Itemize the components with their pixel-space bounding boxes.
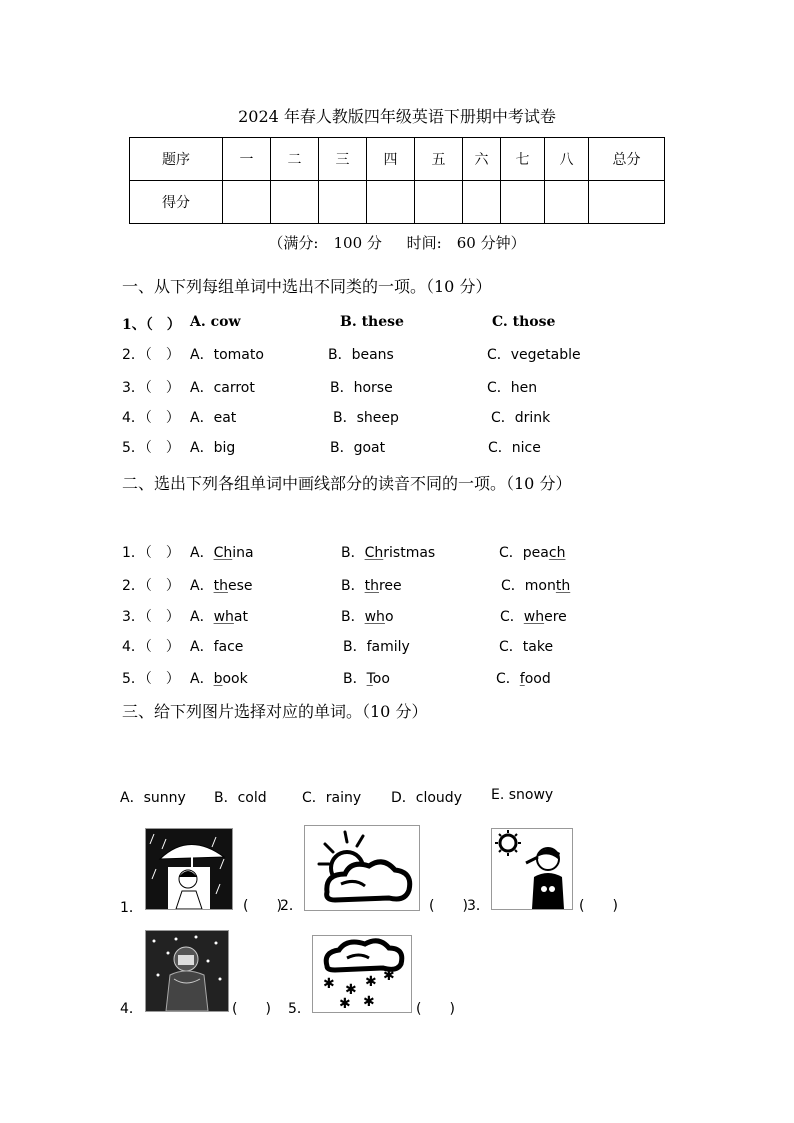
- s1-q2-option-b: B．beans: [328, 347, 394, 363]
- underlined-part: b: [213, 671, 223, 687]
- score-input-cell[interactable]: [545, 181, 589, 224]
- label: B．: [343, 639, 367, 655]
- svg-text:✱: ✱: [345, 982, 357, 998]
- label: C．: [499, 639, 523, 655]
- score-cell: 一: [223, 138, 271, 181]
- underlined-part: wh: [213, 609, 234, 625]
- underlined-part: th: [555, 578, 571, 594]
- s2-q4-option-b: [343, 636, 410, 656]
- score-cell: 六: [463, 138, 501, 181]
- label: A．: [190, 639, 214, 655]
- s2-q4-option-a: [190, 636, 243, 656]
- choice-cold: B．cold: [214, 790, 267, 806]
- underlined-part: Ch: [364, 545, 384, 561]
- score-input-cell[interactable]: [501, 181, 545, 224]
- word: family: [366, 639, 410, 655]
- s2-q3-option-a: [190, 606, 248, 626]
- score-cell: 三: [319, 138, 367, 181]
- label: A．: [190, 609, 214, 625]
- underlined-part: Ch: [213, 545, 233, 561]
- underlined-part: T: [366, 671, 373, 687]
- s1-q4-option-b: B．sheep: [333, 410, 399, 426]
- s1-q5-number: 5．（ ）: [122, 440, 180, 456]
- score-input-cell[interactable]: [463, 181, 501, 224]
- score-input-cell[interactable]: [589, 181, 665, 224]
- s1-q1-number: 1、（ ）: [122, 317, 181, 333]
- svg-text:✱: ✱: [363, 994, 375, 1010]
- s1-q5-option-c: C．nice: [488, 440, 541, 456]
- score-cell: 题序: [130, 138, 223, 181]
- s1-q3-option-a: A．carrot: [190, 380, 255, 396]
- score-input-cell[interactable]: [319, 181, 367, 224]
- svg-text:✱: ✱: [365, 974, 377, 990]
- word-rest: at: [233, 609, 248, 625]
- s1-q2-option-a: A．tomato: [190, 347, 264, 363]
- person-cold-snow-picture: [145, 930, 229, 1012]
- s2-q5-number: 5．（ ）: [122, 671, 180, 687]
- s3-q5-number: 5．: [288, 1001, 311, 1017]
- score-input-cell[interactable]: [271, 181, 319, 224]
- s1-q4-number: 4．（ ）: [122, 410, 180, 426]
- s1-q4-option-a: A．eat: [190, 410, 237, 426]
- snow-cloud-picture: [312, 935, 412, 1013]
- s2-q5-option-c: [496, 668, 551, 688]
- label: B．: [341, 545, 365, 561]
- s1-q2-number: 2．（ ）: [122, 347, 180, 363]
- full-score: （满分: 100 分: [268, 234, 382, 252]
- section3-heading: 三、给下列图片选择对应的单词。（10 分）: [122, 702, 428, 721]
- word-rest: oo: [372, 671, 390, 687]
- s3-q4-number: 4．: [120, 1001, 143, 1017]
- s2-q3-option-c: [500, 606, 567, 626]
- choice-sunny: A．sunny: [120, 790, 186, 806]
- label: C．: [501, 578, 525, 594]
- score-cell: 总分: [589, 138, 665, 181]
- svg-text:✱: ✱: [323, 976, 335, 992]
- s1-q1-option-c: C. those: [492, 314, 556, 330]
- word-rest: ristmas: [383, 545, 436, 561]
- choice-rainy: C．rainy: [302, 790, 362, 806]
- s2-q2-number: 2．（ ）: [122, 578, 180, 594]
- s1-q5-option-a: A．big: [190, 440, 236, 456]
- svg-text:✱: ✱: [383, 968, 395, 984]
- label: C．: [500, 609, 524, 625]
- label: B．: [343, 671, 367, 687]
- score-label: 得分: [130, 181, 223, 224]
- svg-text:✱: ✱: [339, 996, 351, 1012]
- score-table: [129, 137, 665, 224]
- score-input-cell[interactable]: [415, 181, 463, 224]
- page-title: 2024 年春人教版四年级英语下册期中考试卷: [238, 107, 556, 126]
- s2-q5-option-b: [343, 668, 390, 688]
- choice-snowy: E. snowy: [491, 787, 554, 803]
- s1-q2-option-c: C．vegetable: [487, 347, 581, 363]
- s1-q3-option-c: C．hen: [487, 380, 538, 396]
- score-cell: 四: [367, 138, 415, 181]
- s2-q2-option-b: [341, 575, 402, 595]
- word-rest: ere: [544, 609, 567, 625]
- s2-q3-number: 3．（ ）: [122, 609, 180, 625]
- s2-q1-option-b: [341, 542, 435, 562]
- score-table-header-row: [130, 138, 665, 181]
- s1-q4-option-c: C．drink: [491, 410, 551, 426]
- underlined-part: wh: [364, 609, 385, 625]
- underlined-part: th: [364, 578, 379, 594]
- word-rest: o: [384, 609, 394, 625]
- label: C．: [496, 671, 520, 687]
- word-rest: d: [541, 671, 551, 687]
- word-rest: ook: [222, 671, 248, 687]
- score-input-cell[interactable]: [367, 181, 415, 224]
- score-cell: 二: [271, 138, 319, 181]
- s3-q5-answer-blank[interactable]: ( ): [416, 1001, 455, 1017]
- underlined-part: ch: [548, 545, 566, 561]
- underlined-part: wh: [523, 609, 545, 625]
- s3-q3-number: 3．: [467, 898, 490, 914]
- section2-heading: 二、选出下列各组单词中画线部分的读音不同的一项。（10 分）: [122, 474, 572, 493]
- s2-q1-number: 1．（ ）: [122, 545, 180, 561]
- girl-umbrella-rain-picture: [145, 828, 233, 910]
- s1-q3-option-b: B．horse: [330, 380, 393, 396]
- score-cell: 七: [501, 138, 545, 181]
- s3-q1-answer-blank[interactable]: ( ): [243, 898, 282, 914]
- s3-q2-number: 2．: [280, 898, 303, 914]
- s2-q4-number: 4．（ ）: [122, 639, 180, 655]
- exam-time: 时间: 60 分钟）: [406, 234, 526, 252]
- s1-q1-option-a: A. cow: [190, 314, 241, 330]
- s2-q2-option-a: [190, 575, 252, 595]
- word-rest: ina: [232, 545, 254, 561]
- s3-q4-answer-blank[interactable]: ( ): [232, 1001, 271, 1017]
- underlined-part: f: [519, 671, 525, 687]
- s1-q5-option-b: B．goat: [330, 440, 386, 456]
- boy-sun-picture: [491, 828, 573, 910]
- word: take: [522, 639, 554, 655]
- score-table-score-row: [130, 181, 665, 224]
- s3-q3-answer-blank[interactable]: ( ): [579, 898, 618, 914]
- word-rest: ree: [378, 578, 402, 594]
- s1-q1-option-b: B. these: [340, 314, 404, 330]
- s2-q3-option-b: [341, 606, 394, 626]
- word-start: mon: [524, 578, 556, 594]
- label: B．: [341, 609, 365, 625]
- s2-q1-option-a: [190, 542, 254, 562]
- s3-q2-answer-blank[interactable]: ( ): [429, 898, 468, 914]
- label: C．: [499, 545, 523, 561]
- label: A．: [190, 671, 214, 687]
- word-mid: oo: [524, 671, 542, 687]
- label: A．: [190, 545, 214, 561]
- s3-q1-number: 1．: [120, 900, 143, 916]
- s2-q2-option-c: [501, 575, 570, 595]
- word-rest: ese: [227, 578, 253, 594]
- label: A．: [190, 578, 214, 594]
- s2-q4-option-c: [499, 636, 553, 656]
- score-input-cell[interactable]: [223, 181, 271, 224]
- label: B．: [341, 578, 365, 594]
- exam-meta: [0, 232, 794, 253]
- underlined-part: th: [213, 578, 228, 594]
- s2-q1-option-c: [499, 542, 565, 562]
- word: face: [213, 639, 244, 655]
- choice-cloudy: D．cloudy: [391, 790, 462, 806]
- score-cell: 五: [415, 138, 463, 181]
- score-cell: 八: [545, 138, 589, 181]
- sun-behind-cloud-picture: [304, 825, 420, 911]
- s1-q3-number: 3．（ ）: [122, 380, 180, 396]
- word-start: pea: [522, 545, 549, 561]
- section1-heading: 一、从下列每组单词中选出不同类的一项。（10 分）: [122, 277, 492, 296]
- s2-q5-option-a: [190, 668, 248, 688]
